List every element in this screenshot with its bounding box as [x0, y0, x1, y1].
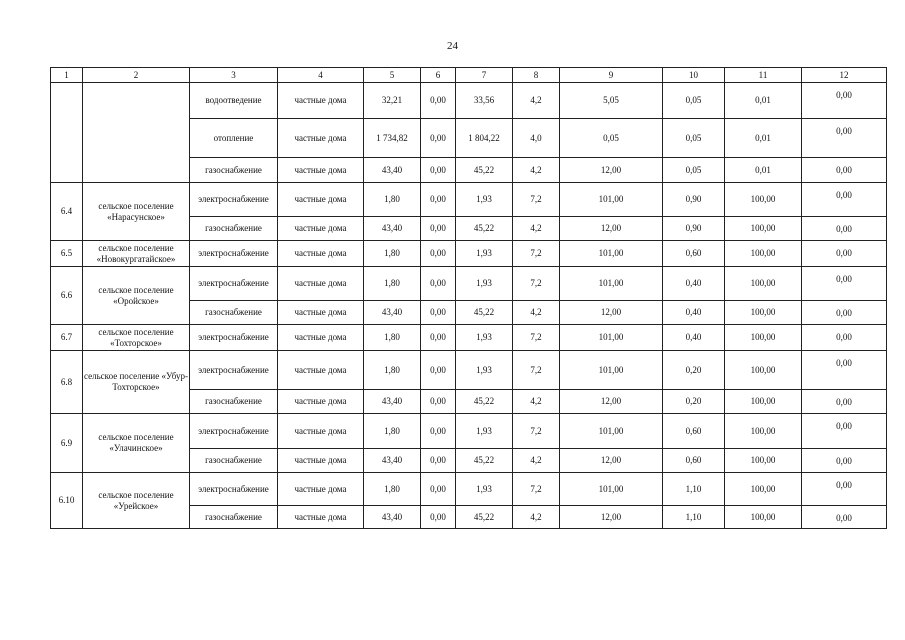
table-cell-col-11: 100,00: [725, 183, 802, 217]
table-cell-col-10: 1,10: [663, 473, 725, 506]
item-number: 6.10: [51, 473, 83, 529]
table-cell-col-8: 7,2: [513, 241, 560, 267]
table-row: [51, 473, 887, 506]
table-cell-col-11: 100,00: [725, 217, 802, 241]
table-cell-col-9: 12,00: [560, 390, 663, 414]
table-cell-col-3: электроснабжение: [190, 241, 278, 267]
table-cell-col-12: 0,00: [802, 83, 887, 119]
header-col-1: 1: [51, 68, 83, 83]
table-cell-col-8: 7,2: [513, 473, 560, 506]
table-cell-col-10: 0,60: [663, 414, 725, 449]
table-body: [51, 68, 887, 529]
table-cell-col-9: 101,00: [560, 414, 663, 449]
table-cell-col-10: 0,60: [663, 449, 725, 473]
table-cell-col-10: 0,05: [663, 158, 725, 183]
table-row: [51, 414, 887, 449]
table-cell-col-8: 7,2: [513, 267, 560, 301]
table-cell-col-8: 4,2: [513, 83, 560, 119]
header-col-10: 10: [663, 68, 725, 83]
table-cell-col-6: 0,00: [421, 449, 456, 473]
table-cell-col-12: 0,00: [802, 473, 887, 506]
table-cell-col-12: 0,00: [802, 449, 887, 473]
table-cell-col-9: 12,00: [560, 506, 663, 529]
header-col-11: 11: [725, 68, 802, 83]
table-cell-col-7: 1 804,22: [456, 119, 513, 158]
table-cell-col-12: 0,00: [802, 241, 887, 267]
item-number: 6.9: [51, 414, 83, 473]
table-cell-col-4: частные дома: [278, 351, 364, 390]
item-number: 6.4: [51, 183, 83, 241]
table-cell-col-7: 33,56: [456, 83, 513, 119]
table-cell-col-4: частные дома: [278, 301, 364, 325]
header-col-7: 7: [456, 68, 513, 83]
table-cell-col-6: 0,00: [421, 183, 456, 217]
table-cell-col-3: электроснабжение: [190, 473, 278, 506]
table-cell-col-6: 0,00: [421, 217, 456, 241]
table-cell-col-8: 4,2: [513, 506, 560, 529]
table-cell-col-5: 43,40: [364, 158, 421, 183]
table-cell-col-8: 4,0: [513, 119, 560, 158]
table-cell-col-12: 0,00: [802, 119, 887, 158]
table-cell-col-6: 0,00: [421, 158, 456, 183]
header-col-5: 5: [364, 68, 421, 83]
table-cell-col-8: 4,2: [513, 449, 560, 473]
settlement-name: сельское поселение «Новокургатайское»: [83, 241, 190, 267]
table-cell-col-4: частные дома: [278, 506, 364, 529]
table-row: [51, 83, 887, 119]
table-cell-col-3: отопление: [190, 119, 278, 158]
table-cell-col-7: 45,22: [456, 506, 513, 529]
table-row: [51, 241, 887, 267]
table-cell-col-12: 0,00: [802, 183, 887, 217]
table-cell-col-11: 100,00: [725, 241, 802, 267]
item-number: [51, 83, 83, 183]
table-cell-col-5: 43,40: [364, 506, 421, 529]
table-cell-col-7: 45,22: [456, 217, 513, 241]
table-cell-col-11: 100,00: [725, 301, 802, 325]
table-cell-col-6: 0,00: [421, 301, 456, 325]
table-cell-col-4: частные дома: [278, 473, 364, 506]
table-cell-col-7: 45,22: [456, 390, 513, 414]
table-cell-col-4: частные дома: [278, 158, 364, 183]
table-cell-col-3: электроснабжение: [190, 325, 278, 351]
table-cell-col-5: 43,40: [364, 449, 421, 473]
table-cell-col-12: 0,00: [802, 414, 887, 449]
table-cell-col-10: 0,90: [663, 183, 725, 217]
table-cell-col-10: 0,05: [663, 83, 725, 119]
table-cell-col-5: 1,80: [364, 183, 421, 217]
table-cell-col-10: 0,40: [663, 267, 725, 301]
table-cell-col-5: 1,80: [364, 414, 421, 449]
table-cell-col-11: 100,00: [725, 473, 802, 506]
table-cell-col-9: 0,05: [560, 119, 663, 158]
table-cell-col-5: 1,80: [364, 241, 421, 267]
table-cell-col-4: частные дома: [278, 449, 364, 473]
table-cell-col-5: 1,80: [364, 351, 421, 390]
settlement-name: сельское поселение «Урейское»: [83, 473, 190, 529]
table-cell-col-10: 0,90: [663, 217, 725, 241]
table-cell-col-9: 5,05: [560, 83, 663, 119]
table-cell-col-4: частные дома: [278, 390, 364, 414]
table-cell-col-12: 0,00: [802, 325, 887, 351]
table-row: [51, 325, 887, 351]
table-cell-col-6: 0,00: [421, 414, 456, 449]
table-cell-col-8: 4,2: [513, 158, 560, 183]
table-cell-col-11: 0,01: [725, 119, 802, 158]
table-cell-col-4: частные дома: [278, 83, 364, 119]
table-cell-col-11: 100,00: [725, 449, 802, 473]
table-row: [51, 351, 887, 390]
table-cell-col-4: частные дома: [278, 414, 364, 449]
table-cell-col-11: 100,00: [725, 506, 802, 529]
table-cell-col-11: 100,00: [725, 414, 802, 449]
table-cell-col-9: 12,00: [560, 449, 663, 473]
table-cell-col-5: 1,80: [364, 325, 421, 351]
table-cell-col-6: 0,00: [421, 506, 456, 529]
table-cell-col-11: 100,00: [725, 351, 802, 390]
table-cell-col-6: 0,00: [421, 267, 456, 301]
table-cell-col-10: 0,20: [663, 390, 725, 414]
table-cell-col-3: газоснабжение: [190, 449, 278, 473]
table-cell-col-6: 0,00: [421, 351, 456, 390]
table-cell-col-8: 7,2: [513, 414, 560, 449]
table-cell-col-8: 4,2: [513, 217, 560, 241]
table-cell-col-5: 32,21: [364, 83, 421, 119]
table-row: [51, 267, 887, 301]
table-cell-col-3: газоснабжение: [190, 301, 278, 325]
table-cell-col-10: 0,60: [663, 241, 725, 267]
table-cell-col-7: 45,22: [456, 158, 513, 183]
item-number: 6.6: [51, 267, 83, 325]
table-cell-col-3: газоснабжение: [190, 217, 278, 241]
table-cell-col-9: 101,00: [560, 325, 663, 351]
table-cell-col-4: частные дома: [278, 217, 364, 241]
header-col-3: 3: [190, 68, 278, 83]
table-cell-col-4: частные дома: [278, 183, 364, 217]
table-cell-col-12: 0,00: [802, 217, 887, 241]
table-cell-col-5: 1,80: [364, 473, 421, 506]
settlement-name: сельское поселение «Тохторское»: [83, 325, 190, 351]
table-cell-col-9: 101,00: [560, 267, 663, 301]
table-cell-col-5: 43,40: [364, 301, 421, 325]
table-cell-col-8: 7,2: [513, 325, 560, 351]
header-col-4: 4: [278, 68, 364, 83]
table-cell-col-12: 0,00: [802, 267, 887, 301]
table-cell-col-9: 101,00: [560, 473, 663, 506]
table-cell-col-8: 7,2: [513, 351, 560, 390]
table-cell-col-9: 101,00: [560, 241, 663, 267]
table-cell-col-7: 1,93: [456, 351, 513, 390]
table-cell-col-3: газоснабжение: [190, 506, 278, 529]
table-cell-col-3: электроснабжение: [190, 414, 278, 449]
table-cell-col-11: 100,00: [725, 267, 802, 301]
table-cell-col-3: газоснабжение: [190, 390, 278, 414]
table-cell-col-11: 100,00: [725, 390, 802, 414]
table-cell-col-3: газоснабжение: [190, 158, 278, 183]
table-cell-col-11: 0,01: [725, 83, 802, 119]
table-cell-col-6: 0,00: [421, 325, 456, 351]
table-cell-col-3: электроснабжение: [190, 267, 278, 301]
header-row: [51, 68, 887, 83]
table-cell-col-3: электроснабжение: [190, 351, 278, 390]
table-cell-col-8: 4,2: [513, 390, 560, 414]
header-col-8: 8: [513, 68, 560, 83]
table-cell-col-7: 1,93: [456, 473, 513, 506]
table-cell-col-4: частные дома: [278, 267, 364, 301]
table-cell-col-8: 4,2: [513, 301, 560, 325]
settlement-name: [83, 83, 190, 183]
settlement-name: сельское поселение «Убур-Тохторское»: [83, 351, 190, 414]
table-cell-col-12: 0,00: [802, 301, 887, 325]
table-cell-col-7: 1,93: [456, 414, 513, 449]
table-cell-col-12: 0,00: [802, 351, 887, 390]
table-cell-col-7: 1,93: [456, 241, 513, 267]
table-cell-col-5: 1 734,82: [364, 119, 421, 158]
table-cell-col-9: 101,00: [560, 351, 663, 390]
item-number: 6.8: [51, 351, 83, 414]
table-cell-col-4: частные дома: [278, 325, 364, 351]
table-cell-col-12: 0,00: [802, 506, 887, 529]
table-cell-col-11: 100,00: [725, 325, 802, 351]
table-cell-col-6: 0,00: [421, 83, 456, 119]
header-col-9: 9: [560, 68, 663, 83]
table-cell-col-11: 0,01: [725, 158, 802, 183]
table-row: [51, 183, 887, 217]
tariff-table: [50, 67, 887, 529]
table-cell-col-10: 0,20: [663, 351, 725, 390]
table-cell-col-10: 0,05: [663, 119, 725, 158]
table-cell-col-3: водоотведение: [190, 83, 278, 119]
table-cell-col-12: 0,00: [802, 158, 887, 183]
table-cell-col-9: 101,00: [560, 183, 663, 217]
table-cell-col-4: частные дома: [278, 119, 364, 158]
settlement-name: сельское поселение «Улачинское»: [83, 414, 190, 473]
table-cell-col-4: частные дома: [278, 241, 364, 267]
table-cell-col-5: 43,40: [364, 390, 421, 414]
table-cell-col-9: 12,00: [560, 301, 663, 325]
table-cell-col-9: 12,00: [560, 217, 663, 241]
table-cell-col-6: 0,00: [421, 241, 456, 267]
header-col-6: 6: [421, 68, 456, 83]
settlement-name: сельское поселение «Нарасунское»: [83, 183, 190, 241]
header-col-12: 12: [802, 68, 887, 83]
table-cell-col-7: 1,93: [456, 325, 513, 351]
page-number: 24: [447, 40, 458, 52]
table-cell-col-7: 1,93: [456, 183, 513, 217]
table-cell-col-7: 1,93: [456, 267, 513, 301]
table-cell-col-9: 12,00: [560, 158, 663, 183]
item-number: 6.7: [51, 325, 83, 351]
table-cell-col-8: 7,2: [513, 183, 560, 217]
item-number: 6.5: [51, 241, 83, 267]
table-cell-col-10: 1,10: [663, 506, 725, 529]
table-cell-col-3: электроснабжение: [190, 183, 278, 217]
table-cell-col-12: 0,00: [802, 390, 887, 414]
table-cell-col-6: 0,00: [421, 119, 456, 158]
table-cell-col-6: 0,00: [421, 390, 456, 414]
header-col-2: 2: [83, 68, 190, 83]
table-cell-col-6: 0,00: [421, 473, 456, 506]
settlement-name: сельское поселение «Оройское»: [83, 267, 190, 325]
table-cell-col-7: 45,22: [456, 301, 513, 325]
table-cell-col-7: 45,22: [456, 449, 513, 473]
table-cell-col-10: 0,40: [663, 301, 725, 325]
table-cell-col-5: 43,40: [364, 217, 421, 241]
table-cell-col-5: 1,80: [364, 267, 421, 301]
table-cell-col-10: 0,40: [663, 325, 725, 351]
